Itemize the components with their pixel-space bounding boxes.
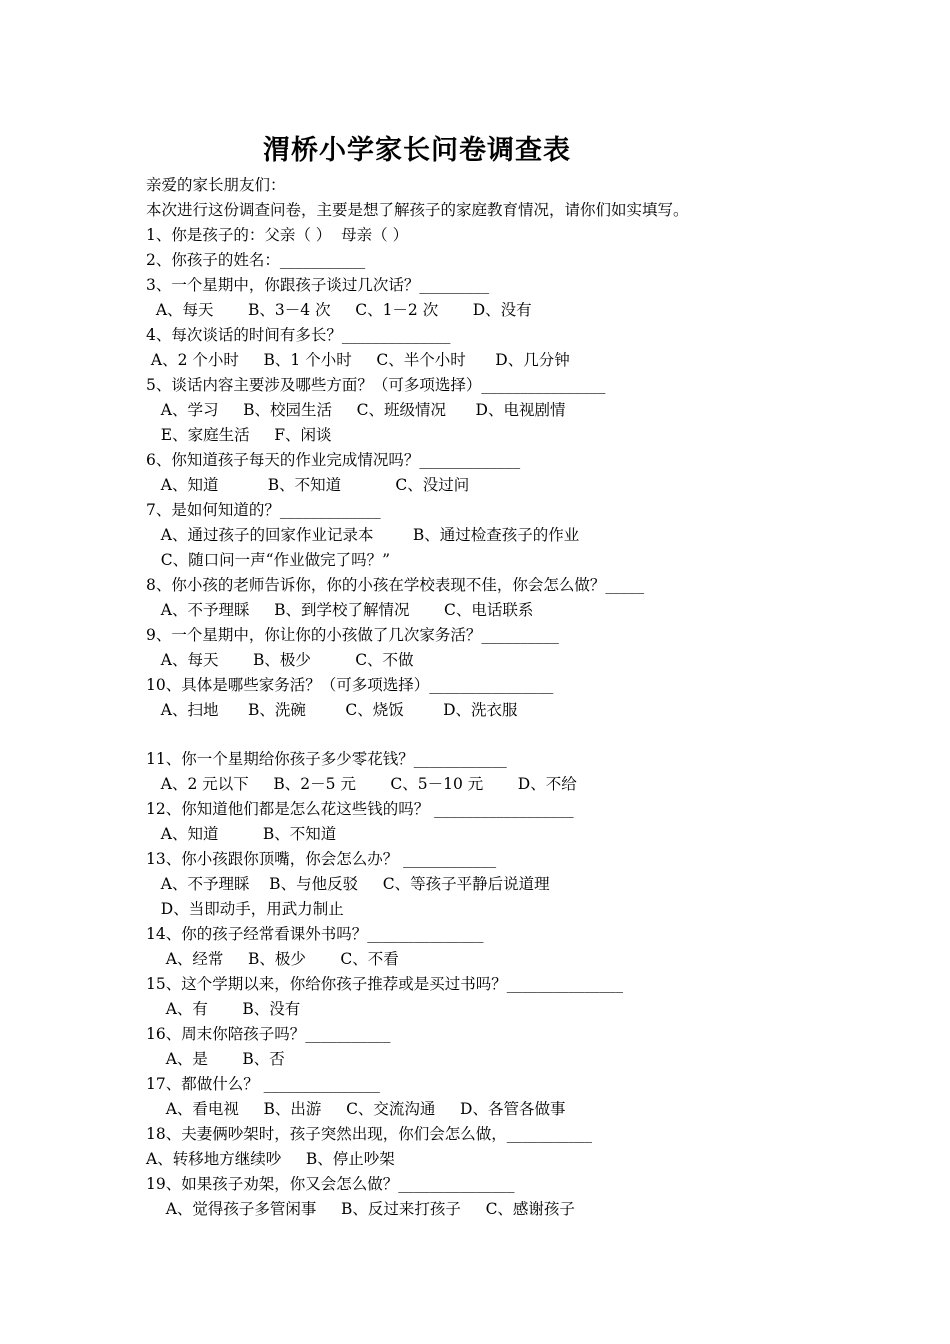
question-2: 2、你孩子的姓名：___________ bbox=[146, 251, 366, 269]
question-3-options: A、每天 B、3－4 次 C、1－2 次 D、没有 bbox=[146, 301, 532, 319]
question-1: 1、你是孩子的：父亲（ ） 母亲（ ） bbox=[146, 226, 409, 244]
question-19: 19、如果孩子劝架，你又会怎么做？_______________ bbox=[146, 1175, 515, 1193]
question-12-options: A、知道 B、不知道 bbox=[146, 825, 337, 843]
question-18: 18、夫妻俩吵架时，孩子突然出现，你们会怎么做，___________ bbox=[146, 1125, 592, 1143]
question-13-options-row1: A、不予理睬 B、与他反驳 C、等孩子平静后说道理 bbox=[146, 875, 550, 893]
question-15: 15、这个学期以来，你给你孩子推荐或是买过书吗？_______________ bbox=[146, 975, 623, 993]
question-7: 7、是如何知道的？_____________ bbox=[146, 501, 381, 519]
question-11: 11、你一个星期给你孩子多少零花钱？____________ bbox=[146, 750, 507, 768]
question-13: 13、你小孩跟你顶嘴，你会怎么办？ ____________ bbox=[146, 850, 497, 868]
question-5: 5、谈话内容主要涉及哪些方面？（可多项选择）________________ bbox=[146, 376, 606, 394]
question-19-options: A、觉得孩子多管闲事 B、反过来打孩子 C、感谢孩子 bbox=[146, 1200, 575, 1218]
question-4: 4、每次谈话的时间有多长？______________ bbox=[146, 326, 451, 344]
question-18-options: A、转移地方继续吵 B、停止吵架 bbox=[146, 1150, 395, 1168]
question-6: 6、你知道孩子每天的作业完成情况吗？_____________ bbox=[146, 451, 521, 469]
question-15-options: A、有 B、没有 bbox=[146, 1000, 301, 1018]
question-14-options: A、经常 B、极少 C、不看 bbox=[146, 950, 399, 968]
question-16-options: A、是 B、否 bbox=[146, 1050, 285, 1068]
question-7-options-row2: C、随口问一声“作业做完了吗？” bbox=[146, 551, 390, 569]
page-title: 渭桥小学家长问卷调查表 bbox=[263, 135, 571, 166]
question-14: 14、你的孩子经常看课外书吗？_______________ bbox=[146, 925, 484, 943]
question-12: 12、你知道他们都是怎么花这些钱的吗？ __________________ bbox=[146, 800, 574, 818]
greeting: 亲爱的家长朋友们： bbox=[146, 176, 286, 194]
question-17-options: A、看电视 B、出游 C、交流沟通 D、各管各做事 bbox=[146, 1100, 566, 1118]
question-4-options: A、2 个小时 B、1 个小时 C、半个小时 D、几分钟 bbox=[146, 351, 570, 369]
intro-text: 本次进行这份调查问卷，主要是想了解孩子的家庭教育情况，请你们如实填写。 bbox=[146, 201, 689, 219]
question-17: 17、都做什么？ _______________ bbox=[146, 1075, 380, 1093]
question-8: 8、你小孩的老师告诉你，你的小孩在学校表现不佳，你会怎么做？_____ bbox=[146, 576, 645, 594]
question-6-options: A、知道 B、不知道 C、没过问 bbox=[146, 476, 470, 494]
question-8-options: A、不予理睬 B、到学校了解情况 C、电话联系 bbox=[146, 601, 534, 619]
question-5-options-row2: E、家庭生活 F、闲谈 bbox=[146, 426, 332, 444]
question-9: 9、一个星期中，你让你的小孩做了几次家务活？__________ bbox=[146, 626, 559, 644]
question-9-options: A、每天 B、极少 C、不做 bbox=[146, 651, 414, 669]
question-3: 3、一个星期中，你跟孩子谈过几次话？_________ bbox=[146, 276, 490, 294]
question-7-options-row1: A、通过孩子的回家作业记录本 B、通过检查孩子的作业 bbox=[146, 526, 580, 544]
question-5-options-row1: A、学习 B、校园生活 C、班级情况 D、电视剧情 bbox=[146, 401, 566, 419]
question-10-options: A、扫地 B、洗碗 C、烧饭 D、洗衣服 bbox=[146, 701, 518, 719]
question-11-options: A、2 元以下 B、2－5 元 C、5－10 元 D、不给 bbox=[146, 775, 577, 793]
question-13-options-row2: D、当即动手，用武力制止 bbox=[146, 900, 344, 918]
question-10: 10、具体是哪些家务活？（可多项选择）________________ bbox=[146, 676, 554, 694]
question-16: 16、周末你陪孩子吗？___________ bbox=[146, 1025, 391, 1043]
